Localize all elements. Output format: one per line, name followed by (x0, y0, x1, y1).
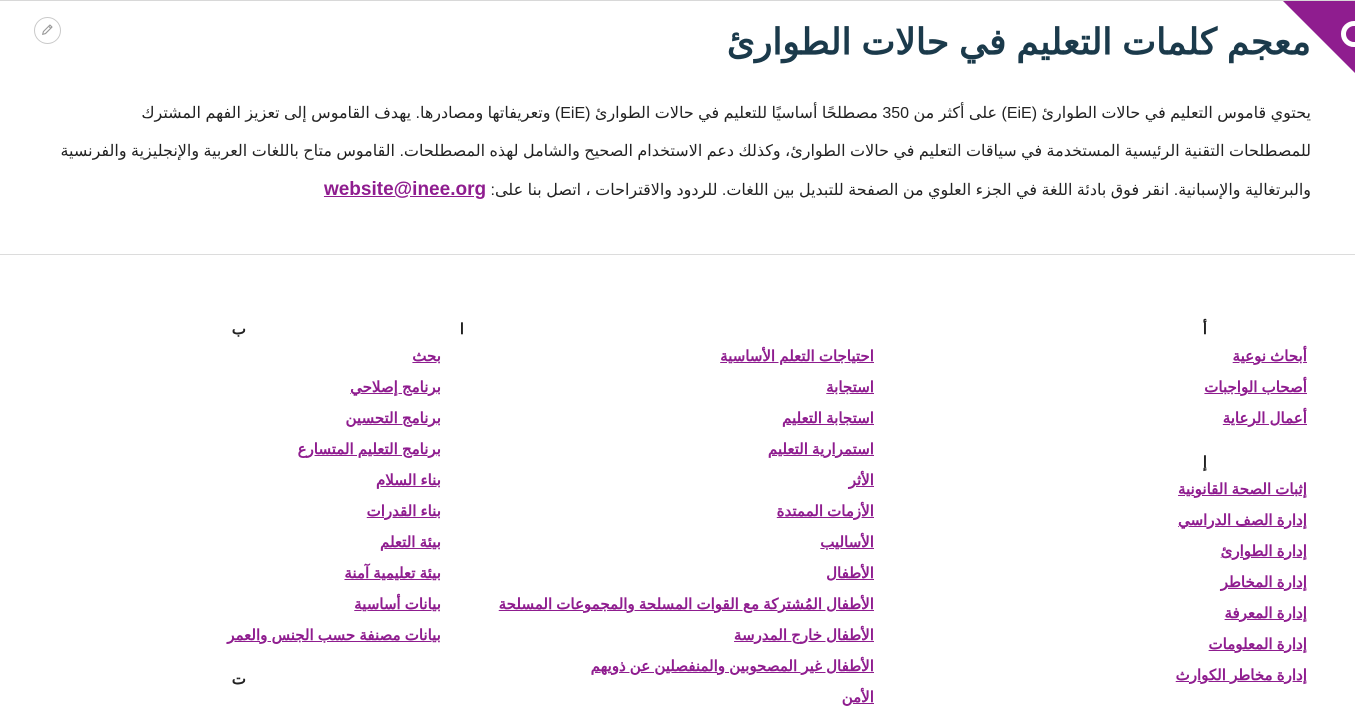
glossary-term-link[interactable]: أصحاب الواجبات (1204, 379, 1307, 396)
letter-group (61, 669, 441, 691)
contact-email-link[interactable]: website@inee.org (323, 179, 487, 200)
letter-heading: إ (1202, 454, 1207, 471)
letter-heading: ب (231, 321, 246, 338)
glossary-term-link[interactable]: برنامج إصلاحي (350, 379, 441, 396)
glossary-term-link[interactable]: الأمن (841, 689, 874, 706)
edit-button[interactable] (34, 17, 61, 44)
glossary-column-1 (927, 319, 1307, 708)
glossary-term-link[interactable]: بناء السلام (376, 472, 441, 489)
glossary-term-link[interactable]: برنامج التحسين (345, 410, 441, 427)
pencil-icon (41, 21, 54, 40)
glossary-term-link[interactable]: إثبات الصحة القانونية (1178, 481, 1307, 498)
letter-group (927, 452, 1307, 691)
intro-paragraph (55, 95, 1311, 210)
glossary-term-link[interactable]: الأطفال (826, 565, 874, 582)
glossary-term-link[interactable]: بيانات أساسية (354, 596, 441, 613)
glossary-term-link[interactable]: الأطفال غير المصحوبين والمنفصلين عن ذويهم (590, 658, 874, 675)
glossary-column-2 (444, 319, 874, 708)
glossary-term-link[interactable]: الأطفال خارج المدرسة (734, 627, 874, 644)
glossary-term-link[interactable]: استجابة (826, 379, 874, 396)
glossary-term-link[interactable]: برنامج التعليم المتسارع (297, 441, 441, 458)
glossary-term-link[interactable]: إدارة مخاطر الكوارث (1175, 667, 1307, 684)
glossary-term-link[interactable]: إدارة الطوارئ (1220, 543, 1307, 560)
letter-heading: ا (459, 321, 464, 338)
glossary-term-link[interactable]: بيئة التعلم (380, 534, 441, 551)
glossary-term-link[interactable]: أبحاث نوعية (1232, 348, 1307, 365)
glossary-term-link[interactable]: بيانات مصنفة حسب الجنس والعمر (227, 627, 441, 644)
glossary-term-link[interactable]: استجابة التعليم (782, 410, 874, 427)
section-divider (0, 254, 1355, 255)
glossary-term-link[interactable]: إدارة المعرفة (1224, 605, 1307, 622)
glossary-term-link[interactable]: بيئة تعليمية آمنة (344, 565, 441, 582)
glossary-term-link[interactable]: الأساليب (820, 534, 874, 551)
letter-heading: أ (1202, 321, 1207, 338)
glossary-term-link[interactable]: احتياجات التعلم الأساسية (720, 348, 874, 365)
letter-group (444, 319, 874, 708)
glossary-term-link[interactable]: الأزمات الممتدة (776, 503, 874, 520)
page-title: معجم كلمات التعليم في حالات الطوارئ (726, 21, 1311, 62)
glossary-term-link[interactable]: إدارة المعلومات (1208, 636, 1307, 653)
letter-heading: ت (231, 671, 246, 688)
glossary-term-link[interactable]: الأثر (848, 472, 874, 489)
glossary-term-link[interactable]: إدارة المخاطر (1220, 574, 1307, 591)
letter-group (61, 319, 441, 651)
glossary-term-link[interactable]: استمرارية التعليم (768, 441, 874, 458)
glossary-term-link[interactable]: بناء القدرات (366, 503, 441, 520)
glossary-term-link[interactable]: بحث (412, 348, 441, 365)
glossary-term-link[interactable]: إدارة الصف الدراسي (1178, 512, 1307, 529)
glossary-term-link[interactable]: الأطفال المُشتركة مع القوات المسلحة والمجموعات المسلحة (498, 596, 874, 613)
glossary-term-link[interactable]: أعمال الرعاية (1222, 410, 1307, 427)
glossary-column-3 (61, 319, 441, 708)
intro-text: يحتوي قاموس التعليم في حالات الطوارئ (EiE) على أكثر من 350 مصطلحًا أساسيًا للتعليم في حالات الطوارئ (EiE) وتعريفاتها ومصادرها. يهدف القاموس إلى تعزيز الفهم المشترك للمصطلحات التقنية الرئيسية المستخدمة في سياقات التعليم في حالات الطوارئ، وكذلك دعم الاستخدام الصحيح والشامل لهذه المصطلحات. القاموس متاح باللغات العربية والإنجليزية والفرنسية والبرتغالية والإسبانية. انقر فوق بادئة اللغة في الجزء العلوي من الصفحة للتبديل بين اللغات. للردود والاقتراحات ، اتصل بنا على: (60, 105, 1311, 199)
letter-group (927, 319, 1307, 434)
